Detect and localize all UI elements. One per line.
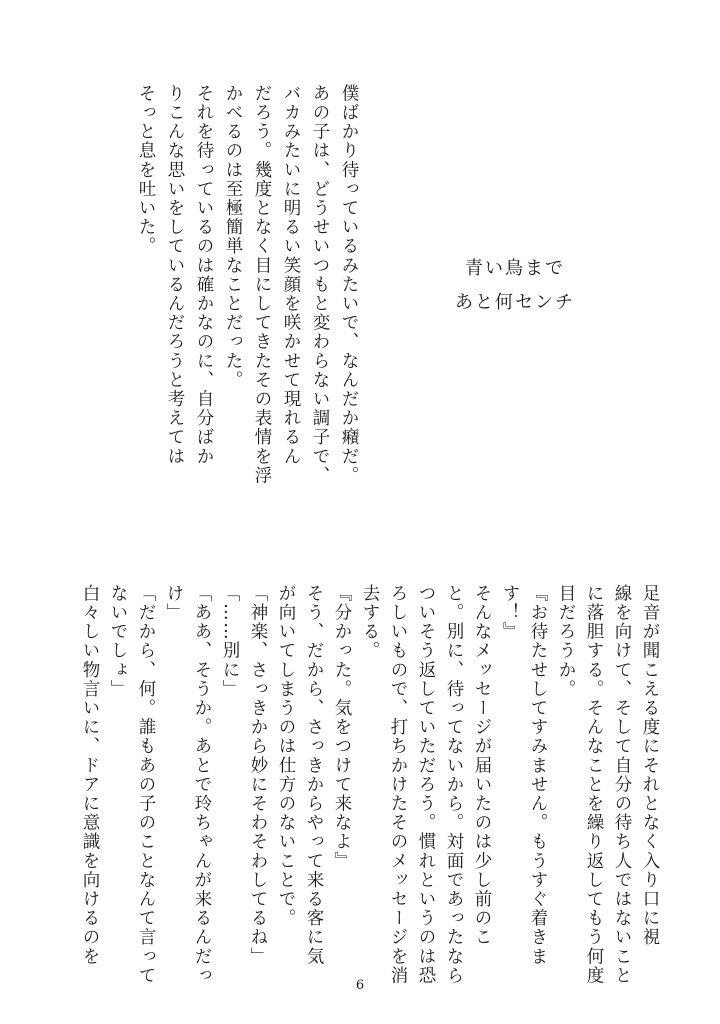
text-column: 僕ばかり待っているみたいで、なんだか癪だ。: [339, 84, 359, 486]
text-column: かべるのは至極簡単なことだった。: [223, 84, 243, 390]
text-column: そう、だから、さっきからやって来る客に気: [304, 584, 324, 966]
text-column: ろしいもので、打ちかけたそのメッセージを消: [388, 584, 408, 986]
text-column: 「だから、何。誰もあの子のことなんて言って: [136, 584, 156, 986]
chapter-title-line: 青い鳥まで: [465, 258, 565, 279]
text-column: そっと息を吐いた。: [136, 84, 156, 256]
text-column: 白々しい物言いに、ドアに意識を向けるのを: [80, 584, 100, 966]
text-column: あの子は、どうせいつもと変わらない調子で、: [310, 84, 330, 486]
text-column: け」: [164, 584, 184, 623]
text-column: 線を向けて、そして自分の待ち人ではないこと: [612, 584, 632, 986]
text-column: だろう。幾度となく目にしてきたその表情を浮: [252, 84, 272, 486]
text-column: 「……別に」: [220, 584, 240, 699]
text-column: 「ああ、そうか。あとで玲ちゃんが来るんだっ: [192, 584, 212, 986]
text-column: バカみたいに明るい笑顔を咲かせて現れるん: [281, 84, 301, 466]
text-column: 足音が聞こえる度にそれとなく入り口に視: [640, 584, 660, 947]
text-column: 去する。: [360, 584, 380, 661]
text-column: 『分かった。気をつけて来なよ』: [332, 584, 352, 871]
text-column: 「神楽、さっきから妙にそわそわしてるね」: [248, 584, 268, 966]
text-column: と。別に、待ってないから。対面であったなら: [444, 584, 464, 986]
text-column: す！』: [500, 584, 520, 642]
text-column: そんなメッセージが届いたのは少し前のこ: [472, 584, 492, 947]
chapter-title-line: あと何センチ: [455, 292, 575, 313]
text-column: ないでしょ」: [108, 584, 128, 699]
text-column: が向いてしまうのは仕方のないことで。: [276, 584, 296, 928]
page-number: 6: [355, 978, 365, 993]
text-column: りこんな思いをしているんだろうと考えては: [165, 84, 185, 466]
text-column: ついそう返していただろう。慣れというのは恐: [416, 584, 436, 986]
text-column: に落胆する。そんなことを繰り返してもう何度: [584, 584, 604, 986]
text-column: 目だろうか。: [556, 584, 576, 699]
text-column: 『お待たせしてすみません。もうすぐ着きま: [528, 584, 548, 966]
text-column: それを待っているのは確かなのに、自分ばか: [194, 84, 214, 466]
